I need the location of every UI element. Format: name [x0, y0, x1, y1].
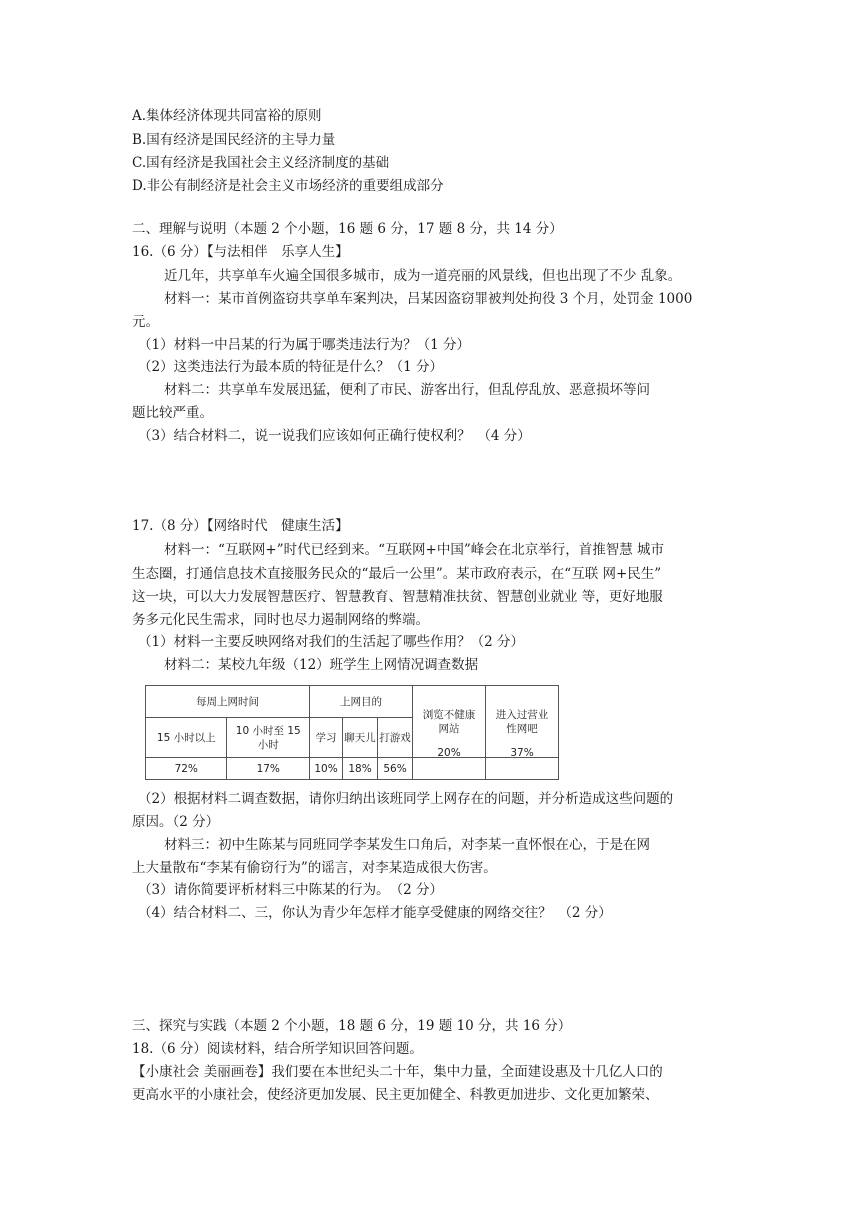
q16-material1-line2: 元。: [132, 314, 159, 330]
q16-material2-line2: 题比较严重。: [132, 405, 213, 421]
table-header-weekly-time: 每周上网时间: [146, 686, 310, 718]
table-header-cafe-line1: 进入过营业: [495, 708, 549, 721]
table-cell-game: 56%: [378, 758, 413, 780]
q17-material1-line1: 材料一：“互联网+”时代已经到来。“互联网+中国”峰会在北京举行，首推智慧 城市: [164, 542, 665, 558]
q17-material1-line4: 务多元化民生需求，同时也尽力遏制网络的弊端。: [132, 612, 429, 628]
q17-material1-line2: 生态圈，打通信息技术直接服务民众的“最后一公里”。某市政府表示，在“互联 网+民生”: [132, 566, 662, 582]
q17-sub1: （1）材料一主要反映网络对我们的生活起了哪些作用？（2 分）: [138, 634, 524, 650]
table-header-unhealthy-line2: 网站: [438, 722, 460, 735]
table-header-cafe-line2: 性网吧: [506, 722, 538, 735]
q16-intro: 近几年，共享单车火遍全国很多城市，成为一道亮丽的风景线，但也出现了不少 乱象。: [164, 268, 682, 284]
q17-material2: 材料二：某校九年级（12）班学生上网情况调查数据: [164, 657, 479, 673]
table-col-game: 打游戏: [378, 718, 413, 758]
table-header-purpose: 上网目的: [310, 686, 413, 718]
table-col-10to15-line1: 10 小时至 15: [235, 724, 301, 737]
section2-heading: 二、理解与说明（本题 2 个小题，16 题 6 分，17 题 8 分，共 14 分）: [132, 221, 563, 237]
q17-sub3: （3）请你简要评析材料三中陈某的行为。 （2 分）: [138, 882, 443, 898]
q16-sub1: （1）材料一中吕某的行为属于哪类违法行为？（1 分）: [138, 337, 470, 353]
q17-title: 17.（8 分）【网络时代 健康生活】: [132, 518, 349, 534]
table-header-unhealthy-line1: 浏览不健康: [422, 708, 476, 721]
table-cell-over15: 72%: [146, 758, 227, 780]
q17-sub2-line2: 原因。（2 分）: [132, 814, 220, 830]
q18-line1: 【小康社会 美丽画卷】我们要在本世纪头二十年，集中力量，全面建设惠及十几亿人口的: [132, 1064, 663, 1080]
option-a: A.集体经济体现共同富裕的原则: [132, 108, 322, 124]
table-cell-unhealthy: 20%: [413, 742, 486, 764]
survey-table: [145, 685, 559, 780]
table-col-10to15: [227, 718, 310, 758]
table-cell-10to15: 17%: [227, 758, 310, 780]
option-b: B.国有经济是国民经济的主导力量: [132, 132, 336, 148]
q16-title: 16.（6 分）【与法相伴 乐享人生】: [132, 244, 349, 260]
q17-sub2-line1: （2）根据材料二调查数据，请你归纳出该班同学上网存在的问题，并分析造成这些问题的: [138, 791, 674, 807]
table-col-study: 学习: [310, 718, 343, 758]
table-col-chat: 聊天儿: [343, 718, 378, 758]
q16-material2-line1: 材料二：共享单车发展迅猛，便利了市民、游客出行，但乱停乱放、恶意损坏等问: [164, 382, 650, 398]
q17-material1-line3: 这一块，可以大力发展智慧医疗、智慧教育、智慧精准扶贫、智慧创业就业 等，更好地服: [132, 589, 663, 605]
table-col-10to15-line2: 小时: [257, 738, 279, 751]
q17-material3-line2: 上大量散布“李某有偷窃行为”的谣言，对李某造成很大伤害。: [132, 860, 497, 876]
q16-sub2: （2）这类违法行为最本质的特征是什么？（1 分）: [138, 359, 443, 375]
q17-material3-line1: 材料三：初中生陈某与同班同学李某发生口角后，对李某一直怀恨在心，于是在网: [164, 837, 650, 853]
option-c: C.国有经济是我国社会主义经济制度的基础: [132, 155, 390, 171]
option-d: D.非公有制经济是社会主义市场经济的重要组成部分: [132, 178, 444, 194]
section3-heading: 三、探究与实践（本题 2 个小题，18 题 6 分，19 题 10 分，共 16 分）: [132, 1018, 572, 1034]
q18-title: 18.（6 分）阅读材料，结合所学知识回答问题。: [132, 1041, 423, 1057]
q18-line2: 更高水平的小康社会，使经济更加发展、民主更加健全、科教更加进步、文化更加繁荣、: [132, 1087, 659, 1103]
table-cell-cafe: 37%: [486, 742, 559, 764]
q17-sub4: （4）结合材料二、三，你认为青少年怎样才能享受健康的网络交往？ （2 分）: [138, 905, 612, 921]
table-col-over15: 15 小时以上: [146, 718, 227, 758]
q16-material1-line1: 材料一：某市首例盗窃共享单车案判决，吕某因盗窃罪被判处拘役 3 个月，处罚金 1000: [164, 291, 693, 307]
table-cell-study: 10%: [310, 758, 343, 780]
q16-sub3: （3）结合材料二，说一说我们应该如何正确行使权利？ （4 分）: [138, 428, 531, 444]
table-cell-chat: 18%: [343, 758, 378, 780]
